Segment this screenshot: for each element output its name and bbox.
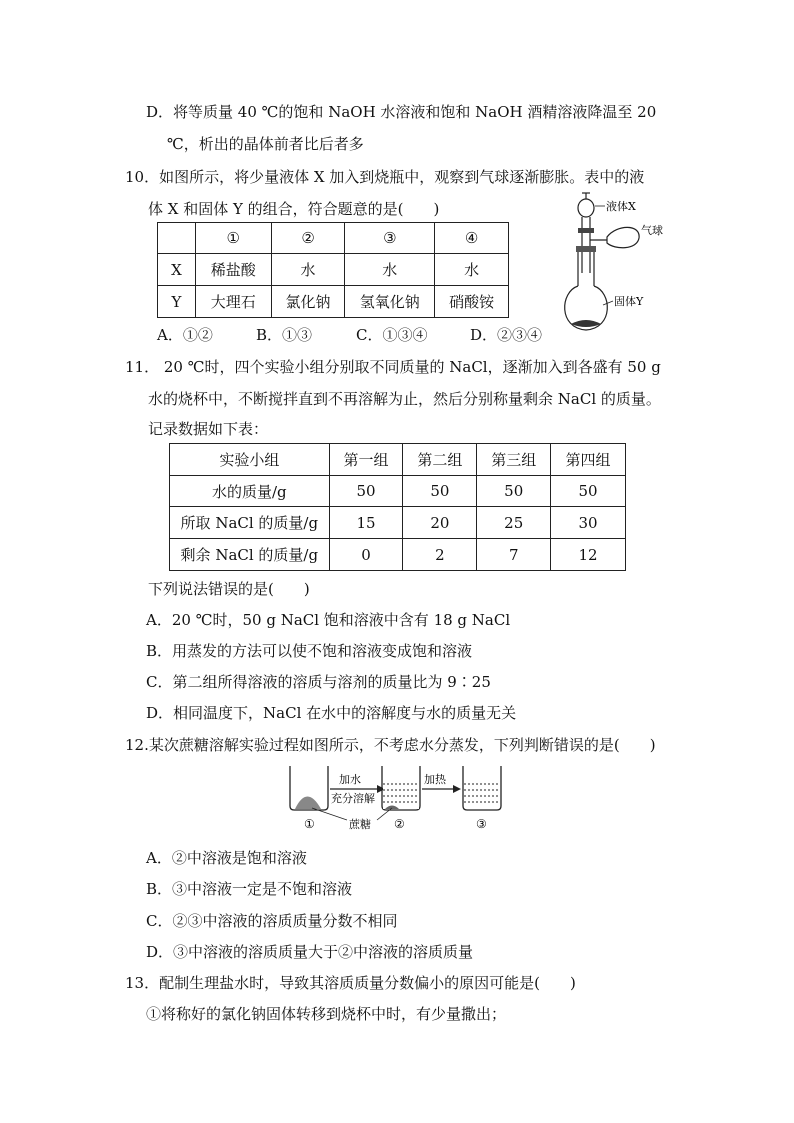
q10-table-cell: ① bbox=[195, 223, 271, 254]
label-liquid-x: 液体X bbox=[606, 200, 636, 213]
q10-table-cell: 硝酸铵 bbox=[435, 286, 509, 318]
q11-table-cell: 50 bbox=[403, 476, 477, 507]
q11-table-cell: 12 bbox=[551, 539, 626, 571]
q11-table-cell: 50 bbox=[477, 476, 551, 507]
q10-option-c: C．①③④ bbox=[356, 326, 428, 344]
q10-option-d: D．②③④ bbox=[470, 326, 543, 344]
arrow2-label-top: 加热 bbox=[424, 773, 446, 786]
q10-table-cell: X bbox=[158, 254, 196, 286]
q12-beaker-figure bbox=[285, 762, 515, 836]
q11-question: 下列说法错误的是( ) bbox=[148, 580, 310, 598]
stopper bbox=[576, 246, 596, 252]
q10-table-cell: 大理石 bbox=[195, 286, 271, 318]
q11-table-cell: 25 bbox=[477, 507, 551, 539]
q11-table-cell: 50 bbox=[329, 476, 403, 507]
q11-table-cell: 30 bbox=[551, 507, 626, 539]
q13-stem: 13．配制生理盐水时，导致其溶质质量分数偏小的原因可能是( ) bbox=[125, 974, 576, 992]
q9-option-d-line2: ℃，析出的晶体前者比后者多 bbox=[167, 135, 364, 153]
q10-table-cell: ④ bbox=[435, 223, 509, 254]
q11-stem-line2: 水的烧杯中，不断搅拌直到不再溶解为止，然后分别称量剩余 NaCl 的质量。 bbox=[148, 390, 661, 408]
q10-flask-figure bbox=[555, 188, 685, 334]
q11-table-cell: 0 bbox=[329, 539, 403, 571]
q10-table bbox=[157, 222, 509, 318]
label-balloon: 气球 bbox=[641, 224, 663, 237]
q11-option-a: A．20 ℃时，50 g NaCl 饱和溶液中含有 18 g NaCl bbox=[146, 611, 511, 629]
q11-table-cell: 2 bbox=[403, 539, 477, 571]
q11-stem-line3: 记录数据如下表： bbox=[148, 420, 269, 438]
q12-option-b: B．③中溶液一定是不饱和溶液 bbox=[146, 880, 353, 898]
q11-table-header: 第三组 bbox=[477, 444, 551, 476]
q12-option-a: A．②中溶液是饱和溶液 bbox=[146, 849, 307, 867]
beaker-label-3: ③ bbox=[476, 817, 487, 831]
q11-option-d: D．相同温度下，NaCl 在水中的溶解度与水的质量无关 bbox=[146, 704, 517, 722]
q12-stem: 12.某次蔗糖溶解实验过程如图所示，不考虑水分蒸发，下列判断错误的是( ) bbox=[125, 736, 656, 754]
q10-table-cell: 水 bbox=[345, 254, 435, 286]
q10-table-cell: 水 bbox=[435, 254, 509, 286]
q11-table-header: 实验小组 bbox=[170, 444, 330, 476]
q11-option-b: B．用蒸发的方法可以使不饱和溶液变成饱和溶液 bbox=[146, 642, 473, 660]
q10-table-cell: 稀盐酸 bbox=[195, 254, 271, 286]
funnel-bulb bbox=[578, 199, 594, 217]
sugar-pile bbox=[295, 797, 321, 810]
stopcock-icon bbox=[578, 228, 594, 233]
q10-stem-line2: 体 X 和固体 Y 的组合，符合题意的是( ) bbox=[148, 200, 440, 218]
q11-table-cell: 50 bbox=[551, 476, 626, 507]
beaker-3 bbox=[463, 766, 501, 810]
q11-table-cell: 所取 NaCl 的质量/g bbox=[170, 507, 330, 539]
q10-table-cell: 氢氧化钠 bbox=[345, 286, 435, 318]
q10-option-a: A．①② bbox=[157, 326, 213, 344]
q10-table-cell bbox=[158, 223, 196, 254]
q11-table-cell: 剩余 NaCl 的质量/g bbox=[170, 539, 330, 571]
q11-table-header: 第一组 bbox=[329, 444, 403, 476]
q10-table-cell: 水 bbox=[271, 254, 345, 286]
q11-table bbox=[169, 443, 626, 571]
beaker-label-2: ② bbox=[394, 817, 405, 831]
arrow1-label-bottom: 充分溶解 bbox=[331, 792, 375, 805]
label-solid-y: 固体Y bbox=[614, 295, 644, 308]
q11-table-header: 第二组 bbox=[403, 444, 477, 476]
balloon bbox=[607, 227, 639, 247]
q10-stem-line1: 10．如图所示，将少量液体 X 加入到烧瓶中，观察到气球逐渐膨胀。表中的液 bbox=[125, 168, 645, 186]
q11-table-cell: 15 bbox=[329, 507, 403, 539]
q10-table-cell: ② bbox=[271, 223, 345, 254]
q10-option-b: B．①③ bbox=[256, 326, 313, 344]
beaker-label-1: ① bbox=[304, 817, 315, 831]
arrow1-label-top: 加水 bbox=[339, 773, 361, 786]
q9-option-d-line1: D．将等质量 40 ℃的饱和 NaOH 水溶液和饱和 NaOH 酒精溶液降温至 20 bbox=[146, 103, 657, 121]
q11-table-cell: 水的质量/g bbox=[170, 476, 330, 507]
q12-option-c: C．②③中溶液的溶质质量分数不相同 bbox=[146, 912, 398, 930]
q10-table-cell: 氯化钠 bbox=[271, 286, 345, 318]
q10-table-cell: ③ bbox=[345, 223, 435, 254]
q10-table-cell: Y bbox=[158, 286, 196, 318]
q13-item-1: ①将称好的氯化钠固体转移到烧杯中时，有少量撒出； bbox=[146, 1005, 507, 1023]
label-sugar: 蔗糖 bbox=[349, 818, 371, 831]
q11-table-header: 第四组 bbox=[551, 444, 626, 476]
q11-table-cell: 20 bbox=[403, 507, 477, 539]
q11-stem-line1: 11． 20 ℃时，四个实验小组分别取不同质量的 NaCl，逐渐加入到各盛有 50 g bbox=[125, 358, 661, 376]
solid-y bbox=[571, 320, 601, 327]
q11-table-cell: 7 bbox=[477, 539, 551, 571]
q11-option-c: C．第二组所得溶液的溶质与溶剂的质量比为 9∶25 bbox=[146, 673, 491, 691]
q12-option-d: D．③中溶液的溶质质量大于②中溶液的溶质质量 bbox=[146, 943, 474, 961]
